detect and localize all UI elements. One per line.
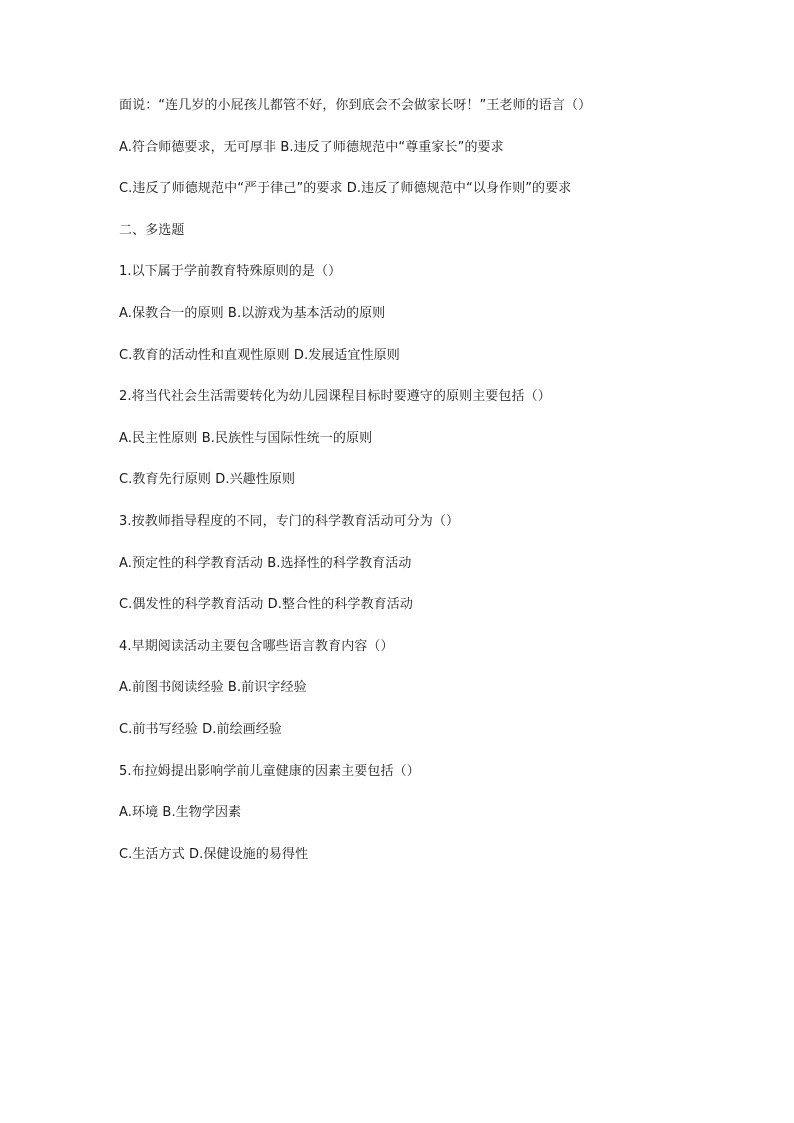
question-4-options-ab: A.前图书阅读经验 B.前识字经验 (119, 680, 307, 696)
question-3: 3.按教师指导程度的不同，专门的科学教育活动可分为（） (119, 513, 460, 529)
answer-options-ab: A.符合师德要求，无可厚非 B.违反了师德规范中“尊重家长”的要求 (119, 139, 504, 155)
section-heading-multiple-choice: 二、多选题 (119, 222, 185, 238)
question-2-options-cd: C.教育先行原则 D.兴趣性原则 (119, 472, 296, 488)
question-1-options-cd: C.教育的活动性和直观性原则 D.发展适宜性原则 (119, 347, 400, 363)
question-4-options-cd: C.前书写经验 D.前绘画经验 (119, 721, 282, 737)
question-5-options-cd: C.生活方式 D.保健设施的易得性 (119, 846, 309, 862)
question-1-options-ab: A.保教合一的原则 B.以游戏为基本活动的原则 (119, 305, 386, 321)
question-5-options-ab: A.环境 B.生物学因素 (119, 805, 242, 821)
question-3-options-ab: A.预定性的科学教育活动 B.选择性的科学教育活动 (119, 555, 412, 571)
question-text-continuation: 面说：“连几岁的小屁孩儿都管不好，你到底会不会做家长呀！”王老师的语言（） (119, 98, 592, 113)
question-1: 1.以下属于学前教育特殊原则的是（） (119, 264, 342, 280)
question-2: 2.将当代社会生活需要转化为幼儿园课程目标时要遵守的原则主要包括（） (119, 389, 551, 405)
question-4: 4.早期阅读活动主要包含哪些语言教育内容（） (119, 638, 394, 654)
document-body (119, 96, 739, 886)
question-3-options-cd: C.偶发性的科学教育活动 D.整合性的科学教育活动 (119, 597, 413, 613)
question-5: 5.布拉姆提出影响学前儿童健康的因素主要包括（） (119, 763, 420, 779)
answer-options-cd: C.违反了师德规范中“严于律己”的要求 D.违反了师德规范中“以身作则”的要求 (119, 181, 572, 197)
question-2-options-ab: A.民主性原则 B.民族性与国际性统一的原则 (119, 430, 373, 446)
